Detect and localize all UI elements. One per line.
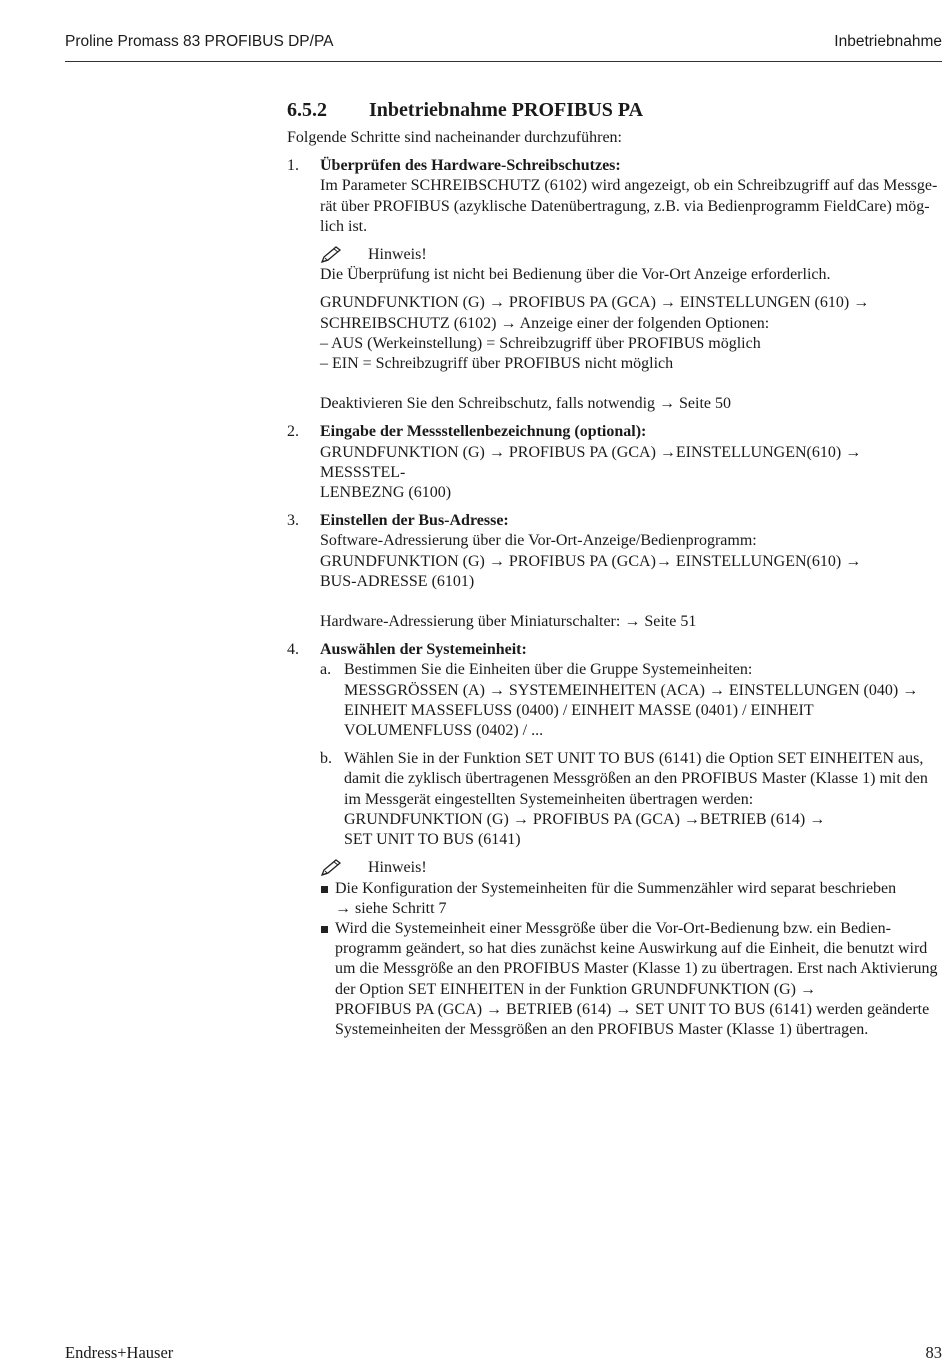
substep-a [320,660,942,741]
option-line: – EIN = Schreibzugriff über PROFIBUS nicht möglich [320,355,674,373]
bullet-text-line: → siehe Schritt 7 [335,899,447,917]
bullet-text-line: Wird die Systemeinheit einer Messgröße über die Vor-Ort-Bedienung bzw. ein Bedien- [335,919,891,937]
menu-path-line: BUS-ADRESSE (6101) [320,572,475,590]
step-text-line: im Messgerät eingestellten Systemeinheiten übertragen werden: [344,790,754,808]
bullet-square-icon [321,926,328,933]
note-block [320,858,942,1040]
pencil-icon [320,858,344,878]
menu-path-line: GRUNDFUNKTION (G) → PROFIBUS PA (GCA)→ EINSTELLUNGEN(610) → [320,552,862,570]
bullet-text-line: Die Konfiguration der Systemeinheiten für die Summenzähler wird separat beschrieben [335,879,897,897]
menu-path-line: MESSGRÖSSEN (A) → SYSTEMEINHEITEN (ACA) → EINSTELLUNGEN (040) → [344,681,919,699]
page-header [65,33,942,62]
step-2 [287,422,942,503]
menu-path-line: GRUNDFUNKTION (G) → PROFIBUS PA (GCA) →BETRIEB (614) → [344,810,826,828]
menu-path-line: GRUNDFUNKTION (G) → PROFIBUS PA (GCA) →EINSTELLUNGEN(610) → MESSSTEL- [320,443,862,481]
step-number: 4. [287,641,299,659]
menu-path-line: SET UNIT TO BUS (6141) [344,831,521,849]
footer-company: Endress+Hauser [65,1343,174,1362]
bullet-square-icon [321,886,328,893]
section-number: 6.5.2 [287,99,327,121]
note-block [320,245,942,285]
page-number: 83 [925,1343,942,1362]
step-number: 1. [287,157,299,175]
section-intro: Folgende Schritte sind nacheinander durchzuführen: [287,129,622,146]
step-text-line: Bestimmen Sie die Einheiten über die Gruppe Systemeinheiten: [344,661,753,679]
step-title: Überprüfen des Hardware-Schreibschutzes: [320,157,621,175]
substep-letter: b. [320,750,332,768]
bullet-text-line: um die Messgröße an den PROFIBUS Master (Klasse 1) zu übertragen. Erst nach Aktivierung [335,960,938,978]
option-line: – AUS (Werkeinstellung) = Schreibzugriff über PROFIBUS möglich [320,334,761,352]
step-text-line: Im Parameter SCHREIBSCHUTZ (6102) wird angezeigt, ob ein Schreibzugriff auf das Messge- [320,177,938,195]
pencil-icon [320,245,344,265]
note-bullet [320,919,942,1040]
note-label: Hinweis! [368,246,427,264]
header-chapter-title: Inbetriebnahme [834,33,942,50]
step-title: Einstellen der Bus-Adresse: [320,512,509,530]
bullet-text-line: programm geändert, so hat dies zunächst keine Auswirkung auf die Einheit, die benutzt wird [335,940,928,958]
bullet-text-line: Systemeinheiten der Messgrößen an den PROFIBUS Master (Klasse 1) übertragen. [335,1020,869,1038]
step-title: Auswählen der Systemeinheit: [320,641,527,659]
page-reference: Hardware-Adressierung über Miniaturschalter: → Seite 51 [320,613,697,631]
step-title: Eingabe der Messstellenbezeichnung (optional): [320,423,647,441]
header-document-title: Proline Promass 83 PROFIBUS DP/PA [65,33,334,50]
note-text: Die Überprüfung ist nicht bei Bedienung über die Vor-Ort Anzeige erforderlich. [320,266,831,284]
menu-path-line: EINHEIT MASSEFLUSS (0400) / EINHEIT MASSE (0401) / EINHEIT [344,701,814,719]
note-header [320,245,942,265]
note-header [320,858,942,878]
bullet-text-line: PROFIBUS PA (GCA) → BETRIEB (614) → SET UNIT TO BUS (6141) werden geänderte [335,1000,930,1018]
page-reference: Deaktivieren Sie den Schreibschutz, falls notwendig → Seite 50 [320,395,732,413]
menu-path-line: VOLUMENFLUSS (0402) / ... [344,722,544,740]
bullet-text-line: der Option SET EINHEITEN in der Funktion GRUNDFUNKTION (G) → [335,980,816,998]
substep-letter: a. [320,661,332,679]
note-bullet [320,879,942,919]
note-label: Hinweis! [368,859,427,877]
step-3 [287,511,942,632]
step-text-line: rät über PROFIBUS (azyklische Datenübertragung, z.B. via Bedienprogramm FieldCare) mög- [320,197,930,215]
step-number: 2. [287,423,299,441]
step-text-line: damit die zyklisch übertragenen Messgrößen an den PROFIBUS Master (Klasse 1) mit den [344,770,928,788]
step-text-line: Software-Adressierung über die Vor-Ort-Anzeige/Bedienprogramm: [320,532,757,550]
step-text-line: Wählen Sie in der Funktion SET UNIT TO BUS (6141) die Option SET EINHEITEN aus, [344,750,924,768]
section-heading [287,98,942,122]
section-title: Inbetriebnahme PROFIBUS PA [369,99,644,121]
step-number: 3. [287,512,299,530]
substep-b [320,749,942,850]
step-4 [287,640,942,1040]
menu-path-line: GRUNDFUNKTION (G) → PROFIBUS PA (GCA) → EINSTELLUNGEN (610) → [320,294,870,312]
menu-path-line: SCHREIBSCHUTZ (6102) → Anzeige einer der folgenden Optionen: [320,314,770,332]
step-text-line: lich ist. [320,217,368,235]
step-1 [287,156,942,414]
menu-path-line: LENBEZNG (6100) [320,484,452,502]
page-content [287,98,942,1048]
